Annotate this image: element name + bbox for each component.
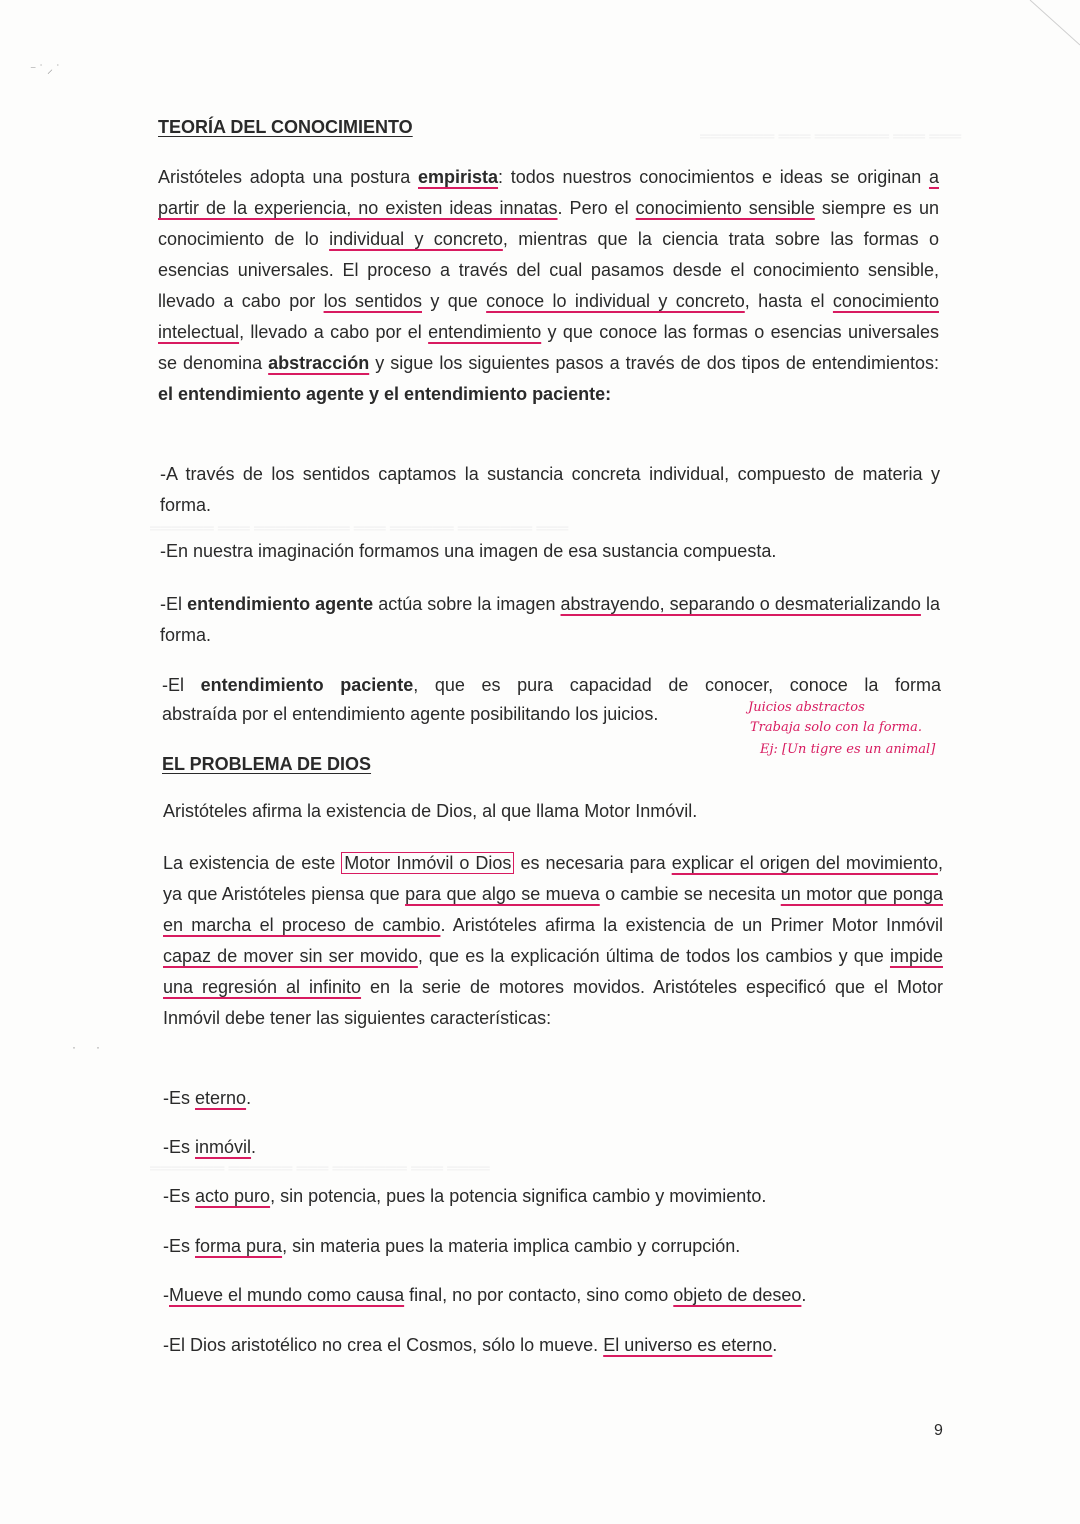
bleed-through-text: ═══════ ══════ ═══ ═══════ ═══ ════ — [150, 1160, 490, 1177]
underlined-phrase: inmóvil — [195, 1137, 252, 1157]
note-line: Trabaja solo con la forma. — [750, 720, 922, 735]
characteristic-causa-final — [163, 1285, 806, 1306]
text-span: -El — [160, 594, 188, 614]
text-span: La existencia de este — [163, 853, 342, 873]
term-entendimiento-agente: entendimiento agente — [187, 594, 374, 614]
underlined-phrase: para que algo se mueva — [405, 884, 600, 904]
text-span: . Aristóteles afirma la existencia de un Primer Motor Inmóvil — [440, 915, 943, 935]
term-empirista: empirista — [418, 167, 499, 187]
text-span: final, no por contacto, sino como — [404, 1285, 674, 1305]
text-span: . — [246, 1088, 252, 1108]
bold-phrase: el entendimiento agente y el entendimiento paciente: — [158, 384, 612, 404]
underlined-phrase: eterno — [195, 1088, 247, 1108]
text-span: , sin potencia, pues la potencia significa cambio y movimiento. — [270, 1186, 767, 1206]
characteristic-eterno — [163, 1088, 251, 1109]
underlined-phrase: El universo es eterno — [603, 1335, 773, 1355]
underlined-phrase: individual y concreto — [329, 229, 503, 249]
step-entendimiento-agente — [160, 589, 940, 651]
term-entendimiento-paciente: entendimiento paciente — [200, 675, 414, 695]
text-span: en la serie de motores movidos. Aristóteles especificó que el Motor Inmóvil debe tener las siguientes características: — [163, 977, 943, 1028]
paragraph-empirismo — [158, 162, 939, 410]
underlined-phrase: capaz de mover sin ser movido — [163, 946, 418, 966]
text-span: , hasta el — [744, 291, 833, 311]
text-span: -El Dios aristotélico no crea el Cosmos, sólo lo mueve. — [163, 1335, 604, 1355]
underlined-phrase: a partir de la experiencia, no existen ideas innatas — [158, 167, 939, 218]
text-span: es necesaria para — [514, 853, 672, 873]
note-line: Ej: [Un tigre es un animal] — [760, 742, 936, 757]
scan-speck: · · — [72, 1040, 100, 1054]
underlined-phrase: Mueve el mundo como causa — [169, 1285, 405, 1305]
section-heading-conocimiento: TEORÍA DEL CONOCIMIENTO — [158, 117, 413, 137]
underlined-phrase: un motor que ponga en marcha el proceso de cambio — [163, 884, 943, 935]
underlined-phrase: conoce lo individual y concreto — [486, 291, 745, 311]
bleed-through-text: ══════ ═══ ═════════ ═══ ══════ ═══════ ═══ — [150, 520, 569, 537]
text-span: , llevado a cabo por el — [239, 322, 429, 342]
text-span: . Pero el — [557, 198, 636, 218]
text-span: . — [801, 1285, 807, 1305]
underlined-phrase: objeto de deseo — [673, 1285, 802, 1305]
underlined-phrase: entendimiento — [428, 322, 542, 342]
text-span: y sigue los siguientes pasos a través de dos tipos de entendimientos: — [369, 353, 939, 373]
text-span: o cambie se necesita — [599, 884, 781, 904]
underlined-phrase: los sentidos — [323, 291, 422, 311]
underlined-phrase: forma pura — [195, 1236, 283, 1256]
text-span: . — [251, 1137, 257, 1157]
text-span: -Es — [163, 1236, 196, 1256]
text-span: la forma. — [160, 594, 940, 645]
folded-corner-mark — [1020, 0, 1080, 60]
characteristic-inmovil — [163, 1137, 256, 1158]
text-span: , que es pura capacidad de conocer, conoce la forma — [413, 675, 941, 695]
step-sentidos: -A través de los sentidos captamos la sustancia concreta individual, compuesto de materia y forma. — [160, 464, 940, 515]
section-heading-dios: EL PROBLEMA DE DIOS — [162, 754, 372, 774]
text-span: y que — [422, 291, 487, 311]
step-entendimiento-paciente-line2: abstraída por el entendimiento agente posibilitando los juicios. — [162, 704, 659, 724]
step-entendimiento-paciente — [162, 670, 941, 701]
characteristic-forma-pura — [163, 1236, 740, 1257]
text-span: actúa sobre la imagen — [373, 594, 561, 614]
underlined-phrase: abstrayendo, separando o desmaterializando — [560, 594, 921, 614]
underlined-phrase: acto puro — [195, 1186, 271, 1206]
paragraph-motor-inmovil — [163, 848, 943, 1034]
characteristic-acto-puro — [163, 1186, 766, 1207]
underlined-phrase: conocimiento intelectual — [158, 291, 939, 342]
text-span: : todos nuestros conocimientos e ideas se originan — [498, 167, 929, 187]
text-span: siempre es un conocimiento de lo — [158, 198, 939, 249]
boxed-phrase: Motor Inmóvil o Dios — [341, 852, 514, 874]
characteristic-universo-eterno — [163, 1335, 777, 1356]
scan-speck: ⁻ ˙ ⸝ ˙ — [30, 62, 61, 76]
text-span: , ya que Aristóteles piensa que — [163, 853, 943, 904]
step-imaginacion: -En nuestra imaginación formamos una imagen de esa sustancia compuesta. — [160, 541, 777, 561]
note-line: Juicios abstractos — [748, 700, 865, 715]
text-span: -Es — [163, 1186, 196, 1206]
text-span: -Es — [163, 1088, 196, 1108]
text-span: , que es la explicación última de todos los cambios y que — [417, 946, 890, 966]
text-span: -Es — [163, 1137, 196, 1157]
underlined-phrase: conocimiento sensible — [635, 198, 815, 218]
underlined-phrase: explicar el origen del movimiento — [671, 853, 938, 873]
page-number: 9 — [934, 1422, 943, 1439]
text-span: , sin materia pues la materia implica cambio y corrupción. — [282, 1236, 741, 1256]
text-span: . — [772, 1335, 778, 1355]
bleed-through-text: ═══════ ═══ ═══════ ═══ ═══ — [700, 128, 962, 145]
term-abstraccion: abstracción — [268, 353, 370, 373]
text-span: - — [163, 1285, 169, 1305]
text-span: Aristóteles adopta una postura — [158, 167, 418, 187]
underlined-phrase: impide una regresión al infinito — [163, 946, 943, 997]
text-span: -El — [162, 675, 201, 695]
text-span: , mientras que la ciencia trata sobre las formas o esencias universales. El proceso a través del cual pasamos desde el conocimiento sensible, llevado a cabo por — [158, 229, 940, 311]
intro-dios: Aristóteles afirma la existencia de Dios, al que llama Motor Inmóvil. — [163, 801, 698, 821]
text-span: y que conoce las formas o esencias universales se denomina — [158, 322, 940, 373]
